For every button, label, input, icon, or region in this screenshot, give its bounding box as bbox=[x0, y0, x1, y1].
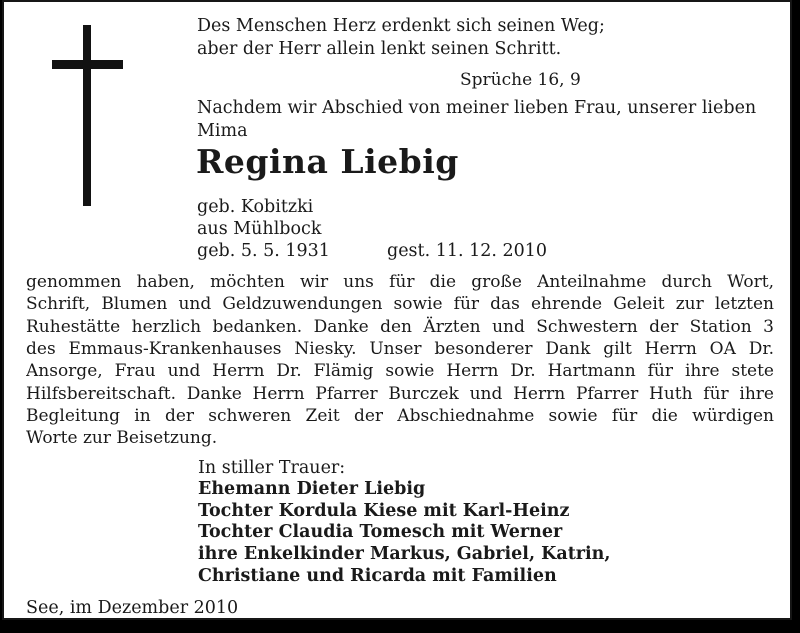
bible-verse-reference: Sprüche 16, 9 bbox=[460, 70, 581, 90]
mourners-list bbox=[198, 479, 610, 588]
bible-quote-line-1: Des Menschen Herz erdenkt sich seinen Weg; bbox=[197, 16, 605, 36]
birth-date: geb. 5. 5. 1931 bbox=[197, 241, 330, 261]
mourner-line: ihre Enkelkinder Markus, Gabriel, Katrin, bbox=[198, 544, 611, 565]
place-and-date: See, im Dezember 2010 bbox=[26, 598, 239, 618]
thanks-line: Ansorge, Frau und Herrn Dr. Flämig sowie Herrn Dr. Hartmann für ihre stete bbox=[26, 361, 774, 382]
thanks-paragraph bbox=[26, 271, 774, 450]
thanks-line: Begleitung in der schweren Zeit der Abschiednahme sowie für die würdigen bbox=[26, 406, 774, 427]
deceased-name: Regina Liebig bbox=[196, 142, 459, 181]
thanks-line: Hilfsbereitschaft. Danke Herrn Pfarrer Burczek und Herrn Pfarrer Huth für ihre bbox=[26, 383, 774, 404]
mourner-line: Ehemann Dieter Liebig bbox=[198, 479, 426, 499]
deceased-origin: aus Mühlbock bbox=[197, 219, 322, 239]
thanks-line: genommen haben, möchten wir uns für die große Anteilnahme durch Wort, bbox=[26, 272, 774, 292]
death-date: gest. 11. 12. 2010 bbox=[387, 241, 548, 261]
intro-line-2: Mima bbox=[197, 120, 248, 141]
thanks-line: Worte zur Beisetzung. bbox=[26, 428, 218, 449]
cross-horizontal-bar bbox=[52, 60, 123, 69]
mourning-heading: In stiller Trauer: bbox=[198, 458, 346, 478]
mourner-line: Tochter Kordula Kiese mit Karl-Heinz bbox=[198, 500, 570, 521]
thanks-line: des Emmaus-Krankenhauses Niesky. Unser besonderer Dank gilt Herrn OA Dr. bbox=[26, 339, 774, 360]
obituary-notice bbox=[2, 0, 792, 620]
intro-text bbox=[197, 97, 756, 142]
mourner-line: Tochter Claudia Tomesch mit Werner bbox=[198, 522, 563, 543]
thanks-line: Ruhestätte herzlich bedanken. Danke den Ärzten und Schwestern der Station 3 bbox=[26, 316, 774, 337]
mourner-line: Christiane und Ricarda mit Familien bbox=[198, 565, 557, 586]
bible-quote-line-2: aber der Herr allein lenkt seinen Schritt. bbox=[197, 39, 562, 59]
bible-quote bbox=[197, 15, 605, 61]
deceased-maiden-name: geb. Kobitzki bbox=[197, 197, 314, 217]
cross-vertical-bar bbox=[83, 25, 91, 206]
intro-line-1: Nachdem wir Abschied von meiner lieben Frau, unserer lieben bbox=[197, 98, 757, 118]
thanks-line: Schrift, Blumen und Geldzuwendungen sowie für das ehrende Geleit zur letzten bbox=[26, 294, 774, 315]
